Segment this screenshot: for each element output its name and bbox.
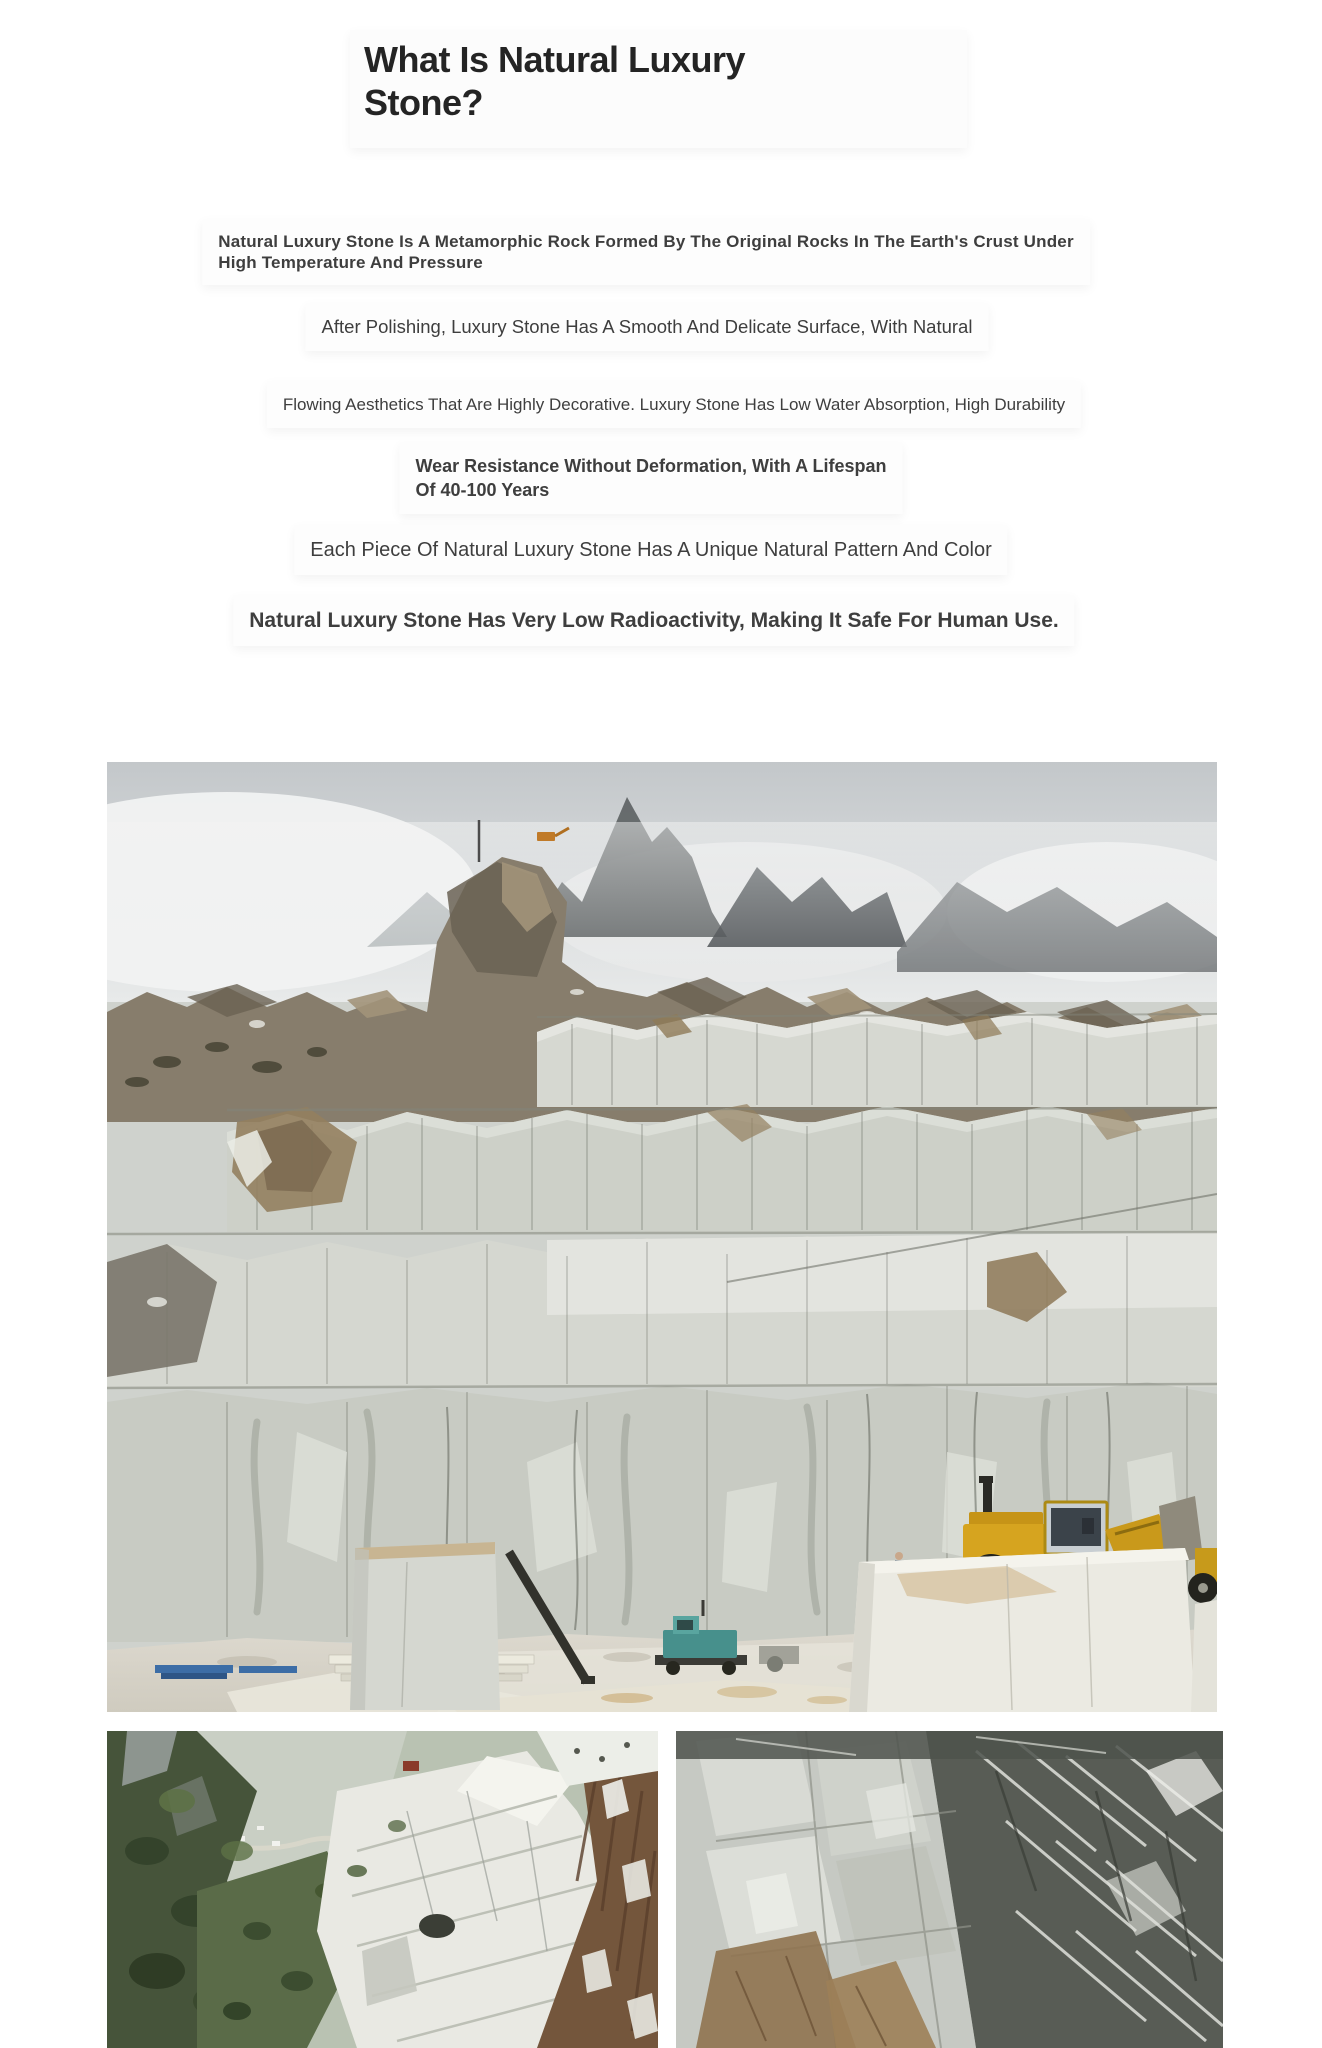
quarry-aerial-image xyxy=(107,1731,658,2048)
paragraph-text: Natural Luxury Stone Is A Metamorphic Rock Formed By The Original Rocks In The Earth's Crust Under xyxy=(218,232,1074,251)
paragraph-radioactivity xyxy=(233,595,1074,646)
paragraph-text: Of 40-100 Years xyxy=(415,480,550,500)
paragraph-text: Natural Luxury Stone Has Very Low Radioactivity, Making It Safe For Human Use. xyxy=(249,609,1059,632)
title-card xyxy=(350,30,967,148)
paragraph-text: Wear Resistance Without Deformation, With A Lifespan xyxy=(415,456,887,476)
page-title-line-1: What Is Natural Luxury xyxy=(364,39,746,80)
paragraph-text: After Polishing, Luxury Stone Has A Smooth And Delicate Surface, With Natural xyxy=(321,316,973,337)
paragraph-polishing xyxy=(306,303,989,351)
paragraph-durability xyxy=(399,442,902,514)
paragraph-metamorphic-rock xyxy=(202,219,1090,285)
page-title-line-2: Stone? xyxy=(364,82,483,123)
paragraph-unique-pattern xyxy=(294,525,1007,575)
quarry-panorama-image xyxy=(107,762,1217,1712)
paragraph-text: Each Piece Of Natural Luxury Stone Has A Unique Natural Pattern And Color xyxy=(310,539,992,561)
paragraph-text: Flowing Aesthetics That Are Highly Decorative. Luxury Stone Has Low Water Absorption, High Durability xyxy=(282,395,1066,414)
marble-wall-image xyxy=(676,1731,1223,2048)
paragraph-text: High Temperature And Pressure xyxy=(218,253,483,272)
paragraph-aesthetics xyxy=(267,381,1081,428)
